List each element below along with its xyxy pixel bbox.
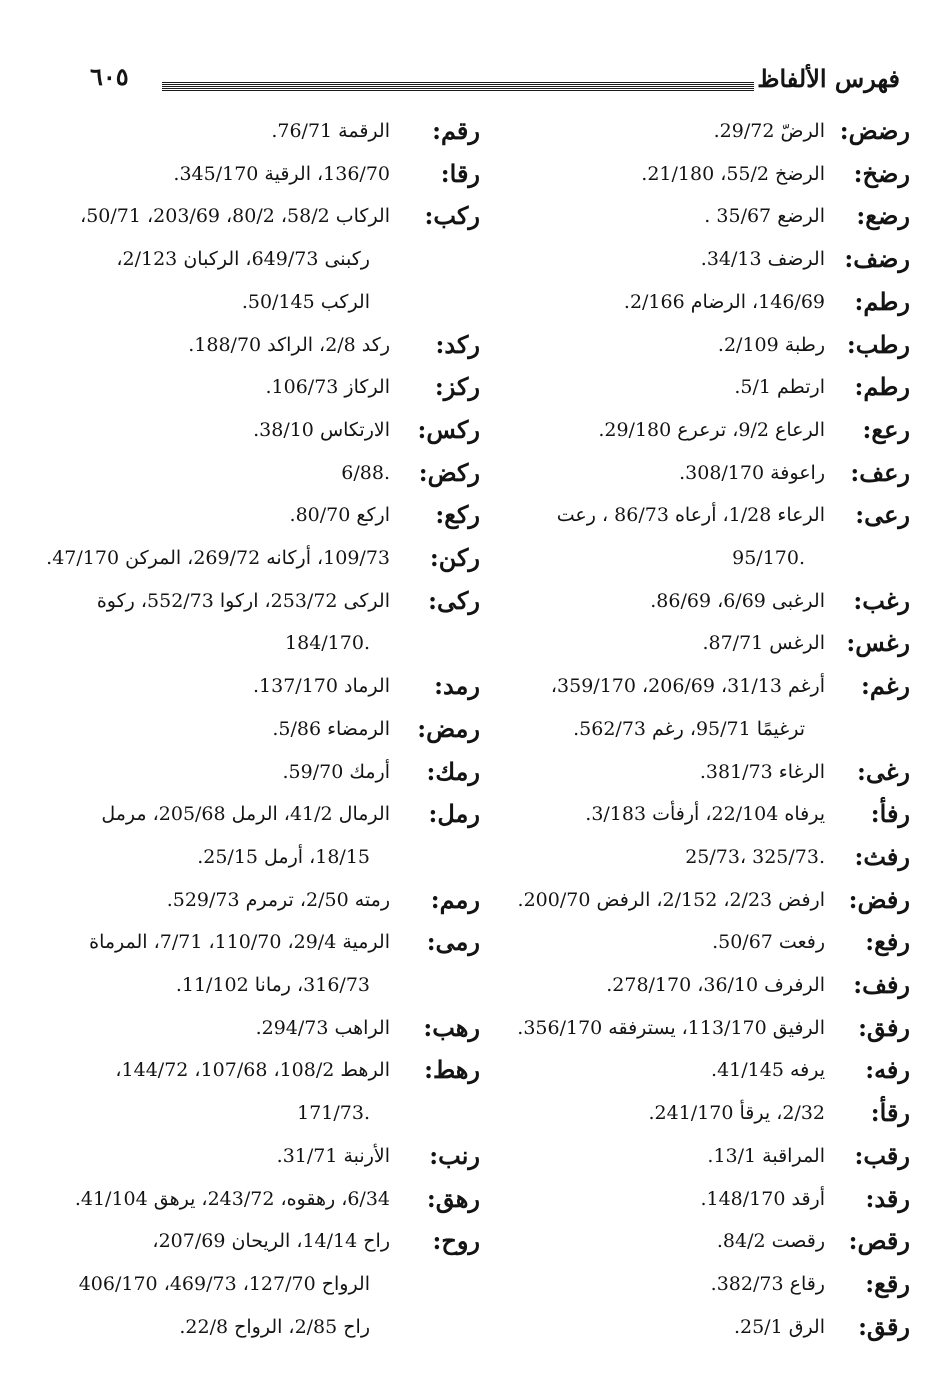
- entry-root: رقص:: [848, 1226, 910, 1256]
- index-entry: [470, 624, 910, 666]
- index-entry: [40, 1051, 480, 1093]
- entry-refs: ركد 2/8، الراكد 188/70.: [188, 333, 390, 356]
- entry-refs: الرغاء 381/73.: [699, 760, 825, 783]
- index-entry: [470, 795, 910, 837]
- entry-root: رفف:: [853, 970, 910, 999]
- entry-root: رمض:: [417, 713, 480, 743]
- entry-root: رعف:: [850, 457, 910, 487]
- index-entry: [40, 881, 480, 923]
- entry-refs: الركاب 58/2، 80/2، 203/69، 50/71،: [80, 205, 390, 228]
- index-entry: [470, 582, 910, 624]
- entry-refs: الرمال 41/2، الرمل 205/68، مرمل: [101, 803, 390, 826]
- entry-root: رقب:: [854, 1140, 910, 1170]
- entry-root: رقع:: [865, 1268, 910, 1298]
- index-entry: [40, 753, 480, 795]
- index-entry: [470, 1222, 910, 1264]
- entry-refs: رقصت 84/2.: [716, 1230, 825, 1253]
- entry-refs: راح 2/85، الرواح 22/8.: [179, 1315, 370, 1338]
- index-entry: [470, 753, 910, 795]
- index-entry: [470, 112, 910, 154]
- entry-refs: 18/15، أرمل 25/15.: [197, 845, 370, 868]
- index-entry: [40, 1094, 480, 1136]
- entry-root: ركى:: [428, 585, 480, 615]
- entry-refs: رقاع 382/73.: [710, 1272, 825, 1295]
- entry-refs: راعوفة 308/170.: [679, 461, 825, 484]
- index-entry: [470, 240, 910, 282]
- entry-root: رقا:: [440, 158, 480, 188]
- entry-root: رطم:: [854, 372, 910, 402]
- entry-root: رمم:: [430, 884, 480, 914]
- entry-refs: رفعت 50/67.: [712, 931, 825, 954]
- entry-refs: أرقد 148/170.: [700, 1187, 825, 1210]
- index-entry: [470, 1308, 910, 1350]
- index-entry: [470, 838, 910, 880]
- page-title: فهرس الألفاظ: [757, 64, 900, 93]
- index-entry: [470, 411, 910, 453]
- entry-refs: 95/170.: [732, 547, 805, 569]
- entry-root: رغس:: [846, 628, 910, 658]
- entry-root: رمك:: [426, 756, 480, 786]
- index-entry: [470, 1094, 910, 1136]
- entry-refs: ارتطم 5/1.: [734, 376, 825, 399]
- entry-root: رضع:: [856, 201, 910, 231]
- entry-refs: الرواح 127/70، 469/73، 406/170: [78, 1272, 370, 1295]
- entry-refs: الرضع 35/67 .: [704, 205, 825, 228]
- index-entry: [40, 411, 480, 453]
- entry-root: رفع:: [865, 927, 910, 957]
- entry-root: رمى:: [426, 927, 480, 957]
- index-entry: [40, 155, 480, 197]
- entry-root: ركس:: [417, 414, 480, 444]
- index-entry: [40, 368, 480, 410]
- entry-refs: ارفض 2/23، 2/152، الرفض 200/70.: [517, 888, 825, 911]
- entry-root: ركن:: [429, 543, 480, 572]
- entry-root: ركز:: [434, 372, 480, 402]
- entry-root: رفض:: [848, 884, 910, 914]
- entry-root: رفه:: [865, 1055, 910, 1085]
- index-entry: [40, 112, 480, 154]
- entry-root: رهط:: [424, 1055, 480, 1085]
- entry-root: رفق:: [858, 1012, 910, 1042]
- entry-refs: 2/32، يرقأ 241/170.: [648, 1102, 825, 1125]
- entry-refs: راح 14/14، الريحان 207/69،: [152, 1230, 390, 1253]
- index-entry: [40, 1222, 480, 1264]
- index-entry: [40, 496, 480, 538]
- entry-root: رقأ:: [870, 1098, 910, 1128]
- index-entry: [40, 326, 480, 368]
- index-entry: [40, 1265, 480, 1307]
- index-entry: [40, 710, 480, 752]
- entry-root: رنب:: [429, 1140, 480, 1170]
- index-entry: [40, 838, 480, 880]
- index-entry: [470, 368, 910, 410]
- entry-root: رفث:: [854, 841, 910, 871]
- index-entry: [470, 667, 910, 709]
- entry-root: رعى:: [855, 500, 910, 530]
- entry-refs: 136/70، الرقية 345/170.: [173, 162, 390, 185]
- entry-refs: الرمية 29/4، 110/70، 7/71، المرماة: [89, 931, 390, 954]
- entry-refs: الرغبى 6/69، 86/69.: [650, 589, 825, 612]
- entry-refs: الرعاع 9/2، ترعرع 29/180.: [598, 418, 825, 441]
- entry-root: رعع:: [862, 414, 910, 444]
- entry-root: رقد:: [865, 1183, 910, 1213]
- entry-refs: رمته 2/50، ترمرم 529/73.: [166, 888, 390, 911]
- entry-refs: الرمضاء 5/86.: [272, 717, 390, 740]
- index-entry: [40, 454, 480, 496]
- index-entry: [40, 539, 480, 581]
- entry-refs: الرغس 87/71.: [702, 632, 825, 655]
- entry-refs: أرمك 59/70.: [282, 760, 390, 783]
- entry-root: ركد:: [435, 329, 480, 359]
- entry-refs: الركاز 106/73.: [265, 376, 390, 399]
- index-entry: [470, 1180, 910, 1222]
- entry-refs: اركع 80/70.: [289, 504, 390, 527]
- entry-refs: الرقمة 76/71.: [271, 120, 390, 142]
- entry-refs: ركبنى 649/73، الركبان 2/123،: [116, 248, 370, 271]
- header-rule: [162, 82, 754, 92]
- entry-root: رطب:: [846, 329, 910, 359]
- entry-refs: 6/34، رهقوه، 243/72، يرهق 41/104.: [74, 1187, 390, 1210]
- entry-refs: رطبة 2/109.: [717, 333, 825, 356]
- index-entry: [40, 667, 480, 709]
- entry-refs: الرعاء 1/28، أرعاه 86/73 ، رعت: [556, 504, 825, 527]
- entry-root: رفأ:: [870, 799, 910, 829]
- right-column: [470, 112, 910, 1352]
- entry-root: رضض:: [839, 116, 910, 145]
- index-entry: [40, 624, 480, 666]
- entry-refs: يرفاه 22/104، أرفأت 3/183.: [585, 803, 825, 826]
- entry-refs: 109/73، أركانه 269/72، المركن 47/170.: [46, 547, 390, 569]
- entry-refs: الرضّ 29/72.: [713, 120, 825, 142]
- entry-refs: الرفيق 113/170، يسترفقه 356/170.: [517, 1016, 825, 1039]
- entry-root: رقق:: [858, 1311, 910, 1341]
- index-entry: [40, 795, 480, 837]
- entry-refs: 184/170.: [285, 632, 370, 655]
- entry-refs: 146/69، الرضام 2/166.: [623, 290, 825, 313]
- entry-refs: أرغم 31/13، 206/69، 359/170،: [550, 675, 825, 698]
- index-entry: [470, 1265, 910, 1307]
- index-entry: [470, 155, 910, 197]
- entry-root: رغم:: [861, 671, 910, 701]
- index-entry: [470, 923, 910, 965]
- index-entry: [470, 1009, 910, 1051]
- index-entry: [40, 582, 480, 624]
- entry-root: رهق:: [426, 1183, 480, 1213]
- entry-refs: 171/73.: [297, 1102, 370, 1125]
- index-entry: [40, 240, 480, 282]
- entry-root: رطم:: [854, 286, 910, 316]
- entry-refs: ترغيمًا 95/71، رغم 562/73.: [573, 717, 805, 740]
- entry-root: روح:: [432, 1226, 480, 1256]
- index-entry: [40, 923, 480, 965]
- index-entry: [470, 1051, 910, 1093]
- index-entry: [470, 881, 910, 923]
- entry-refs: الرق 25/1.: [733, 1315, 825, 1338]
- entry-refs: الرضف 34/13.: [700, 248, 825, 271]
- entry-refs: المراقبة 13/1.: [707, 1144, 825, 1167]
- index-entry: [470, 539, 910, 581]
- index-entry: [470, 283, 910, 325]
- index-entry: [470, 710, 910, 752]
- entry-refs: الرماد 137/170.: [252, 675, 390, 698]
- index-entry: [40, 1137, 480, 1179]
- index-entry: [40, 1308, 480, 1350]
- entry-refs: الارتكاس 38/10.: [253, 418, 390, 441]
- page-number: ٦٠٥: [90, 62, 129, 91]
- entry-root: ركع:: [435, 500, 480, 530]
- index-entry: [40, 1180, 480, 1222]
- entry-root: رهب:: [423, 1012, 480, 1042]
- index-entry: [470, 496, 910, 538]
- entry-refs: الرفرف 36/10، 278/170.: [606, 974, 825, 996]
- entry-refs: الرهط 108/2، 107/68، 144/72،: [115, 1059, 390, 1082]
- entry-root: رقم:: [432, 116, 480, 145]
- page-header: [60, 52, 900, 102]
- entry-refs: 25/73، 325/73.: [685, 845, 825, 868]
- index-entry: [40, 197, 480, 239]
- left-column: [40, 112, 480, 1352]
- entry-refs: يرفه 41/145.: [711, 1059, 825, 1082]
- index-entry: [40, 966, 480, 1008]
- entry-root: رضخ:: [853, 158, 910, 188]
- entry-root: رغب:: [853, 585, 910, 615]
- entry-refs: الأرنبة 31/71.: [276, 1144, 390, 1167]
- index-entry: [40, 283, 480, 325]
- entry-refs: الراهب 294/73.: [255, 1016, 390, 1039]
- entry-root: رمل:: [428, 799, 480, 829]
- entry-root: رمد:: [434, 671, 480, 701]
- entry-root: ركب:: [424, 201, 480, 231]
- entry-refs: 316/73، رمانا 11/102.: [175, 974, 370, 996]
- entry-refs: الركى 253/72، اركوا 552/73، ركوة: [96, 589, 390, 612]
- index-entry: [470, 197, 910, 239]
- index-entry: [470, 966, 910, 1008]
- index-entry: [470, 454, 910, 496]
- entry-refs: 6/88.: [341, 461, 390, 484]
- entry-root: رغى:: [856, 756, 910, 786]
- index-entry: [470, 326, 910, 368]
- index-entry: [470, 1137, 910, 1179]
- entry-refs: الركب 50/145.: [241, 290, 370, 313]
- entry-refs: الرضخ 55/2، 21/180.: [641, 162, 825, 185]
- entry-root: ركض:: [418, 457, 480, 487]
- index-entry: [40, 1009, 480, 1051]
- entry-root: رضف:: [844, 244, 910, 274]
